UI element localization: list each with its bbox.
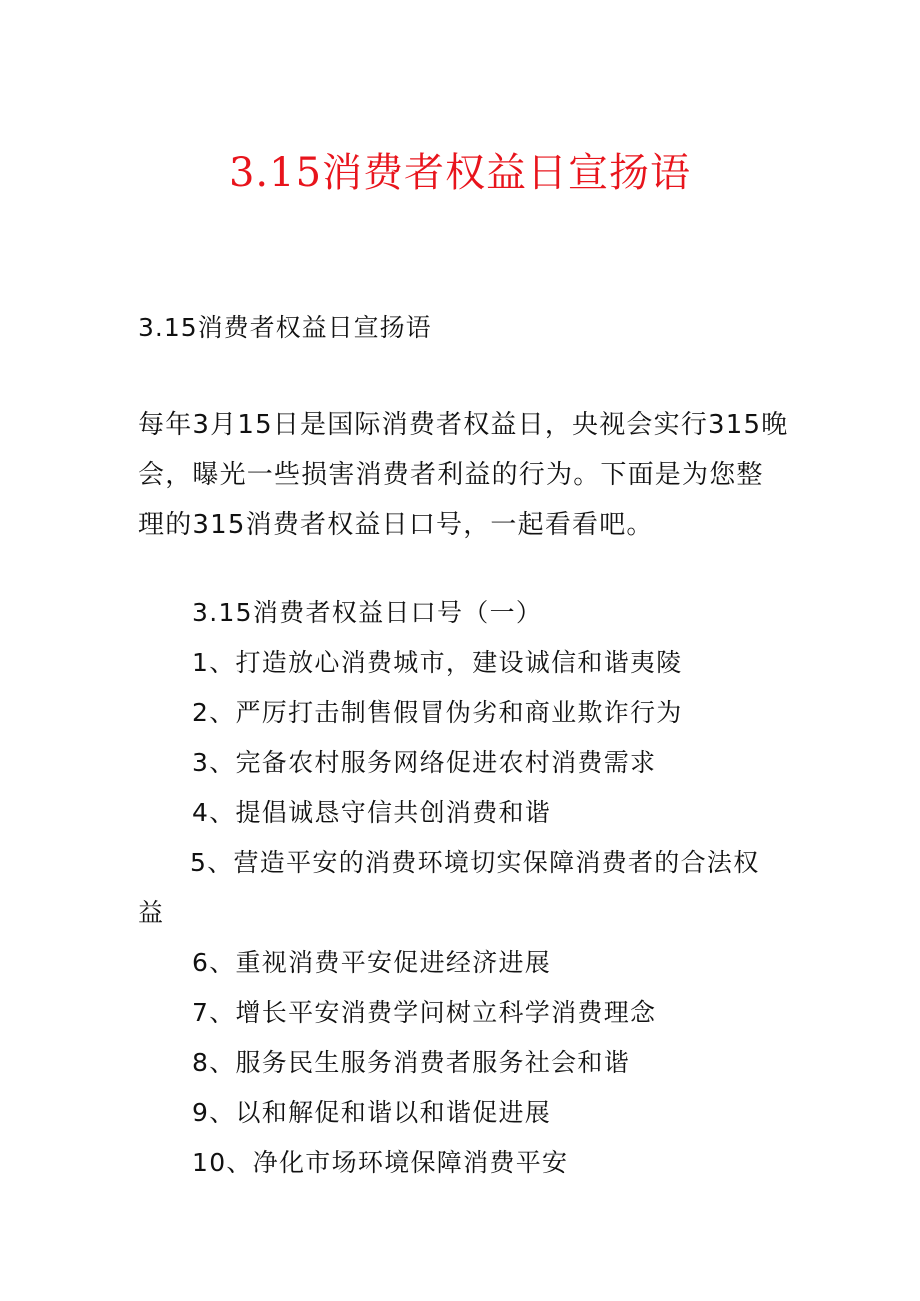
document-title: 3.15消费者权益日宣扬语 [228, 150, 692, 196]
slogan-item: 3、完备农村服务网络促进农村消费需求 [192, 748, 657, 777]
intro-line: 会，曝光一些损害消费者利益的行为。下面是为您整 [138, 460, 764, 490]
slogan-item: 9、以和解促和谐以和谐促进展 [192, 1098, 552, 1127]
slogan-item: 4、提倡诚恳守信共创消费和谐 [192, 798, 552, 827]
slogan-item: 8、服务民生服务消费者服务社会和谐 [192, 1048, 631, 1077]
slogan-item: 2、严厉打击制售假冒伪劣和商业欺诈行为 [192, 698, 683, 727]
slogan-item: 5、营造平安的消费环境切实保障消费者的合法权 [190, 848, 760, 877]
slogan-list [138, 590, 798, 1190]
section-heading: 3.15消费者权益日口号（一） [192, 598, 543, 627]
intro-line: 理的315消费者权益日口号，一起看看吧。 [138, 510, 654, 540]
slogan-item: 10、净化市场环境保障消费平安 [192, 1148, 569, 1177]
intro-paragraph [138, 400, 788, 550]
document-subtitle: 3.15消费者权益日宣扬语 [138, 313, 432, 342]
intro-line: 每年3月15日是国际消费者权益日，央视会实行315晚 [138, 410, 789, 440]
slogan-item: 1、打造放心消费城市，建设诚信和谐夷陵 [192, 648, 683, 677]
slogan-item: 6、重视消费平安促进经济进展 [192, 948, 552, 977]
slogan-item: 7、增长平安消费学问树立科学消费理念 [192, 998, 657, 1027]
slogan-item-continuation: 益 [138, 898, 165, 927]
